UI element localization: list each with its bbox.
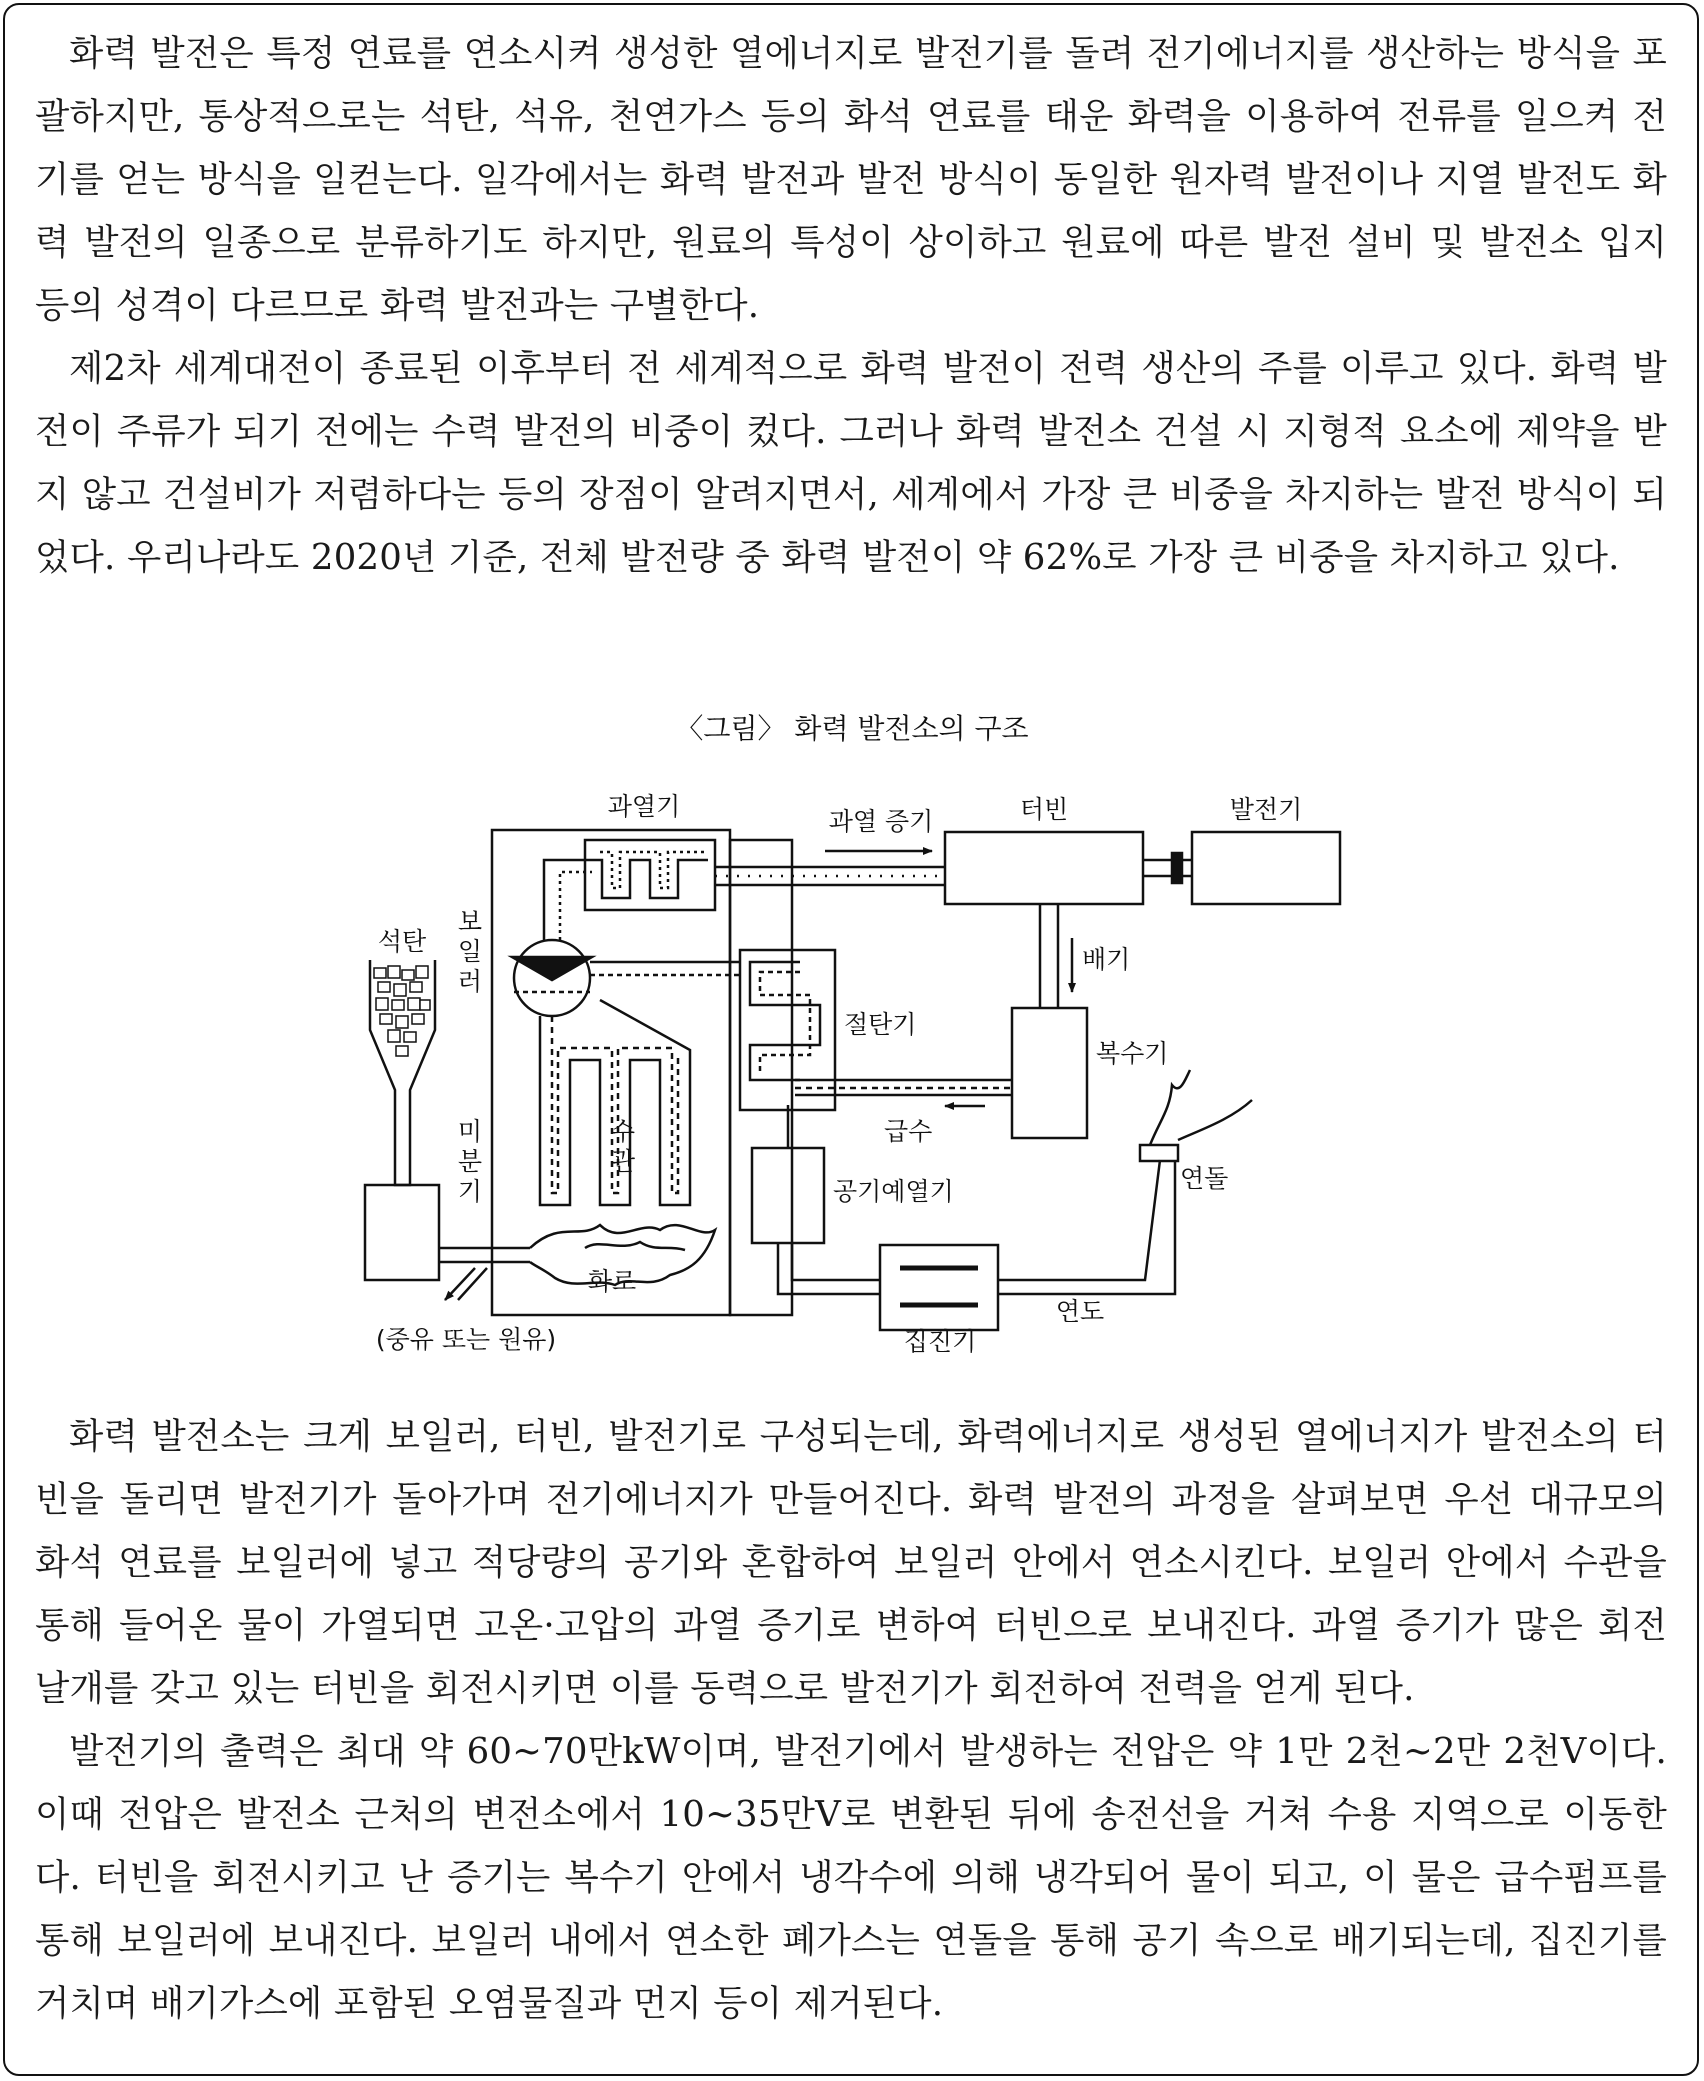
label-pulverizer-1: 미 <box>457 1117 483 1146</box>
figure-title: 〈그림〉 화력 발전소의 구조 <box>675 712 1029 745</box>
paragraph-4: 발전기의 출력은 최대 약 60~70만kW이며, 발전기에서 발생하는 전압은 약 1만 2천~2만 2천V이다. 이때 전압은 발전소 근처의 변전소에서 10~35만V로 변환된 뒤에 송전선을 거쳐 수용 지역으로 이동한다. 터빈을 회전시키고 난 증기는 복수기 안에서 냉각수에 의해 냉각되어 물이 되고, 이 물은 급수펌프를 통해 보일러에 보내진다. 보일러 내에서 연소한 폐가스는 연돌을 통해 공기 속으로 배기되는데, 집진기를 거치며 배기가스에 포함된 오염물질과 먼지 등이 제거된다. <box>35 1731 1667 2024</box>
label-generator: 발전기 <box>1229 795 1303 824</box>
coal-particles <box>374 966 430 1056</box>
label-flue: 연도 <box>1055 1297 1105 1326</box>
turbine-box <box>945 832 1143 904</box>
drum-riser-inner <box>560 872 592 940</box>
fuel-arrow-1 <box>445 1268 475 1300</box>
economizer-coil-inner <box>760 972 810 1072</box>
pulverizer-box <box>365 1185 439 1280</box>
flue-to-collector-bottom <box>778 1243 880 1294</box>
flue-bottom <box>998 1160 1175 1294</box>
flue-to-collector-top <box>792 1243 880 1280</box>
chimney-smoke-1 <box>1150 1070 1190 1145</box>
label-chimney: 연돌 <box>1180 1164 1229 1193</box>
boiler-wall <box>492 830 730 1315</box>
chimney-smoke-2 <box>1178 1100 1252 1140</box>
label-pulverizer-2: 분 <box>457 1147 483 1176</box>
chimney-top <box>1140 1145 1178 1161</box>
label-feed-water: 급수 <box>884 1117 933 1146</box>
label-boiler-2: 일 <box>457 937 483 966</box>
label-pulverizer-3: 기 <box>457 1177 483 1206</box>
fuel-arrow-2 <box>458 1268 487 1300</box>
label-boiler-3: 러 <box>457 967 483 996</box>
paragraph-3: 화력 발전소는 크게 보일러, 터빈, 발전기로 구성되는데, 화력에너지로 생성된 열에너지가 발전소의 터빈을 돌리면 발전기가 돌아가며 전기에너지가 만들어진다. 화력 발전의 과정을 살펴보면 우선 대규모의 화석 연료를 보일러에 넣고 적당량의 공기와 혼합하여 보일러 안에서 연소시킨다. 보일러 안에서 수관을 통해 들어온 물이 가열되면 고온·고압의 과열 증기로 변하여 터빈으로 보내진다. 과열 증기가 많은 회전 날개를 갖고 있는 터빈을 회전시키면 이를 동력으로 발전기가 회전하여 전력을 얻게 된다. <box>35 1416 1667 1709</box>
label-water-tube-1: 수 <box>610 1117 636 1146</box>
label-exhaust: 배기 <box>1082 945 1131 974</box>
superheater-coil-inner <box>600 852 708 888</box>
label-boiler-1: 보 <box>457 907 483 936</box>
label-coal: 석탄 <box>377 927 427 956</box>
label-superheated-steam: 과열 증기 <box>828 807 934 836</box>
air-preheater-box <box>752 1148 824 1243</box>
power-plant-diagram <box>0 700 1704 1380</box>
superheater-coil <box>592 860 708 898</box>
dust-collector-box <box>880 1245 998 1330</box>
drum-water-level <box>512 957 592 980</box>
power-plant-figure <box>0 700 1704 1380</box>
flue-top <box>998 1160 1160 1280</box>
paragraph-2: 제2차 세계대전이 종료된 이후부터 전 세계적으로 화력 발전이 전력 생산의 주를 이루고 있다. 화력 발전이 주류가 되기 전에는 수력 발전의 비중이 컸다. 그러나 화력 발전소 건설 시 지형적 요소에 제약을 받지 않고 건설비가 저렴하다는 등의 장점이 알려지면서, 세계에서 가장 큰 비중을 차지하는 발전 방식이 되었다. 우리나라도 2020년 기준, 전체 발전량 중 화력 발전이 약 62%로 가장 큰 비중을 차지하고 있다. <box>35 348 1667 578</box>
label-furnace: 화로 <box>587 1267 637 1296</box>
label-turbine: 터빈 <box>1019 795 1069 824</box>
label-dust-collector: 집진기 <box>903 1327 977 1356</box>
condenser-box <box>1012 1008 1087 1138</box>
label-water-tube-2: 관 <box>610 1147 636 1176</box>
furnace-flame-inner <box>585 1242 685 1250</box>
label-economizer: 절탄기 <box>844 1010 917 1039</box>
label-condenser: 복수기 <box>1096 1039 1169 1068</box>
generator-box <box>1192 832 1340 904</box>
paragraph-1: 화력 발전은 특정 연료를 연소시켜 생성한 열에너지로 발전기를 돌려 전기에너지를 생산하는 방식을 포괄하지만, 통상적으로는 석탄, 석유, 천연가스 등의 화석 연료를 태운 화력을 이용하여 전류를 일으켜 전기를 얻는 방식을 일컫는다. 일각에서는 화력 발전과 발전 방식이 동일한 원자력 발전이나 지열 발전도 화력 발전의 일종으로 분류하기도 하지만, 원료의 특성이 상이하고 원료에 따른 발전 설비 및 발전소 입지 등의 성격이 다르므로 화력 발전과는 구별한다. <box>35 33 1667 326</box>
label-air-preheater: 공기예열기 <box>833 1177 954 1206</box>
label-fuel-oil: (중유 또는 원유) <box>375 1325 557 1354</box>
coupling <box>1172 853 1182 883</box>
label-superheater: 과열기 <box>607 792 681 821</box>
